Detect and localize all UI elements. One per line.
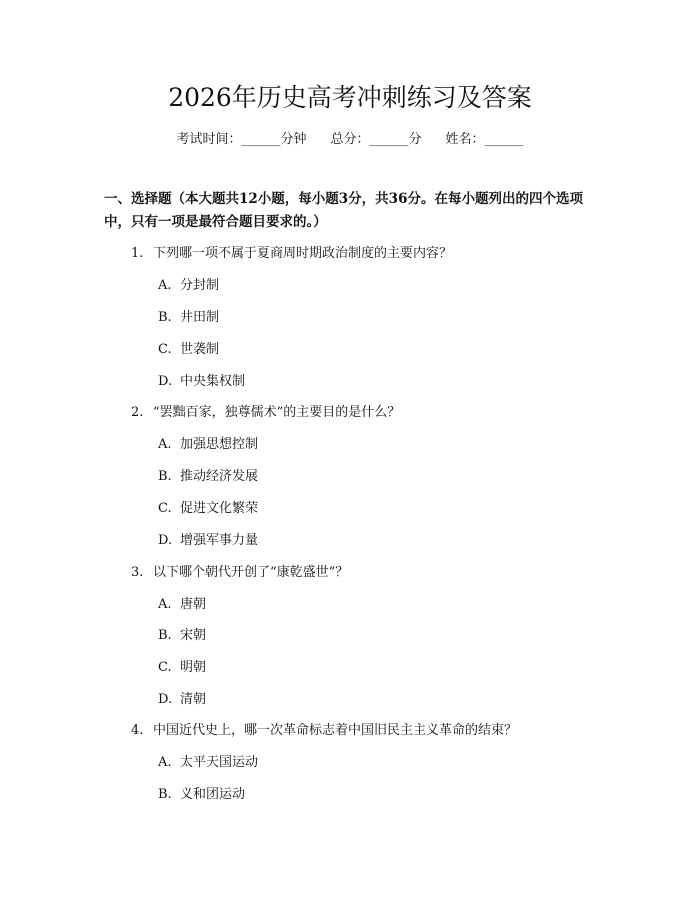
question-1 [131, 244, 611, 264]
option-1a [158, 276, 219, 296]
question-2 [131, 403, 611, 423]
option-letter: B. [158, 787, 172, 802]
option-1b [158, 308, 219, 328]
question-number: 4. [131, 723, 144, 738]
option-text: 推动经济发展 [180, 469, 259, 484]
option-text: 宋朝 [180, 628, 207, 643]
question-3 [131, 563, 611, 583]
option-text: 井田制 [180, 310, 220, 325]
option-letter: C. [158, 660, 172, 675]
option-3a [158, 595, 206, 615]
option-4a [158, 753, 258, 773]
option-text: 加强思想控制 [180, 437, 259, 452]
option-letter: C. [158, 342, 172, 357]
question-text: 下列哪一项不属于夏商周时期政治制度的主要内容？ [153, 246, 453, 261]
option-letter: D. [158, 692, 173, 707]
option-letter: A. [158, 437, 172, 452]
question-text: “罢黜百家，独尊儒术”的主要目的是什么？ [153, 405, 401, 420]
question-text: 中国近代史上，哪一次革命标志着中国旧民主主义革命的结束？ [153, 723, 518, 738]
option-letter: A. [158, 278, 172, 293]
option-text: 明朝 [180, 660, 207, 675]
option-text: 增强军事力量 [180, 533, 259, 548]
option-letter: B. [158, 469, 172, 484]
option-text: 分封制 [180, 278, 220, 293]
question-number: 2. [131, 405, 144, 420]
page-title: 2026年历史高考冲刺练习及答案 [168, 83, 532, 112]
question-4 [131, 721, 611, 741]
option-letter: A. [158, 597, 172, 612]
total-score-field: 总分：______分 [330, 132, 422, 147]
option-letter: A. [158, 755, 172, 770]
option-4b [158, 785, 245, 805]
option-letter: C. [158, 501, 172, 516]
option-3b [158, 626, 206, 646]
option-letter: B. [158, 628, 172, 643]
option-1c [158, 340, 219, 360]
option-text: 促进文化繁荣 [180, 501, 259, 516]
option-text: 唐朝 [180, 597, 207, 612]
option-text: 义和团运动 [180, 787, 246, 802]
exam-info-line [0, 130, 700, 150]
option-2d [158, 531, 258, 551]
question-text: 以下哪个朝代开创了“康乾盛世”？ [153, 565, 349, 580]
option-text: 太平天国运动 [180, 755, 259, 770]
option-2a [158, 435, 258, 455]
option-3d [158, 690, 206, 710]
option-letter: B. [158, 310, 172, 325]
option-2c [158, 499, 258, 519]
option-text: 中央集权制 [180, 374, 246, 389]
option-3c [158, 658, 206, 678]
option-text: 清朝 [180, 692, 207, 707]
exam-time-field: 考试时间：______分钟 [176, 132, 307, 147]
option-2b [158, 467, 258, 487]
question-number: 3. [131, 565, 144, 580]
option-letter: D. [158, 374, 173, 389]
option-1d [158, 372, 245, 392]
question-number: 1. [131, 246, 144, 261]
section-heading: 一、选择题（本大题共12小题，每小题3分，共36分。在每小题列出的四个选项中，只有一项是最符合题目要求的。） [104, 191, 583, 230]
name-field: 姓名：______ [445, 132, 524, 147]
option-letter: D. [158, 533, 173, 548]
option-text: 世袭制 [180, 342, 220, 357]
